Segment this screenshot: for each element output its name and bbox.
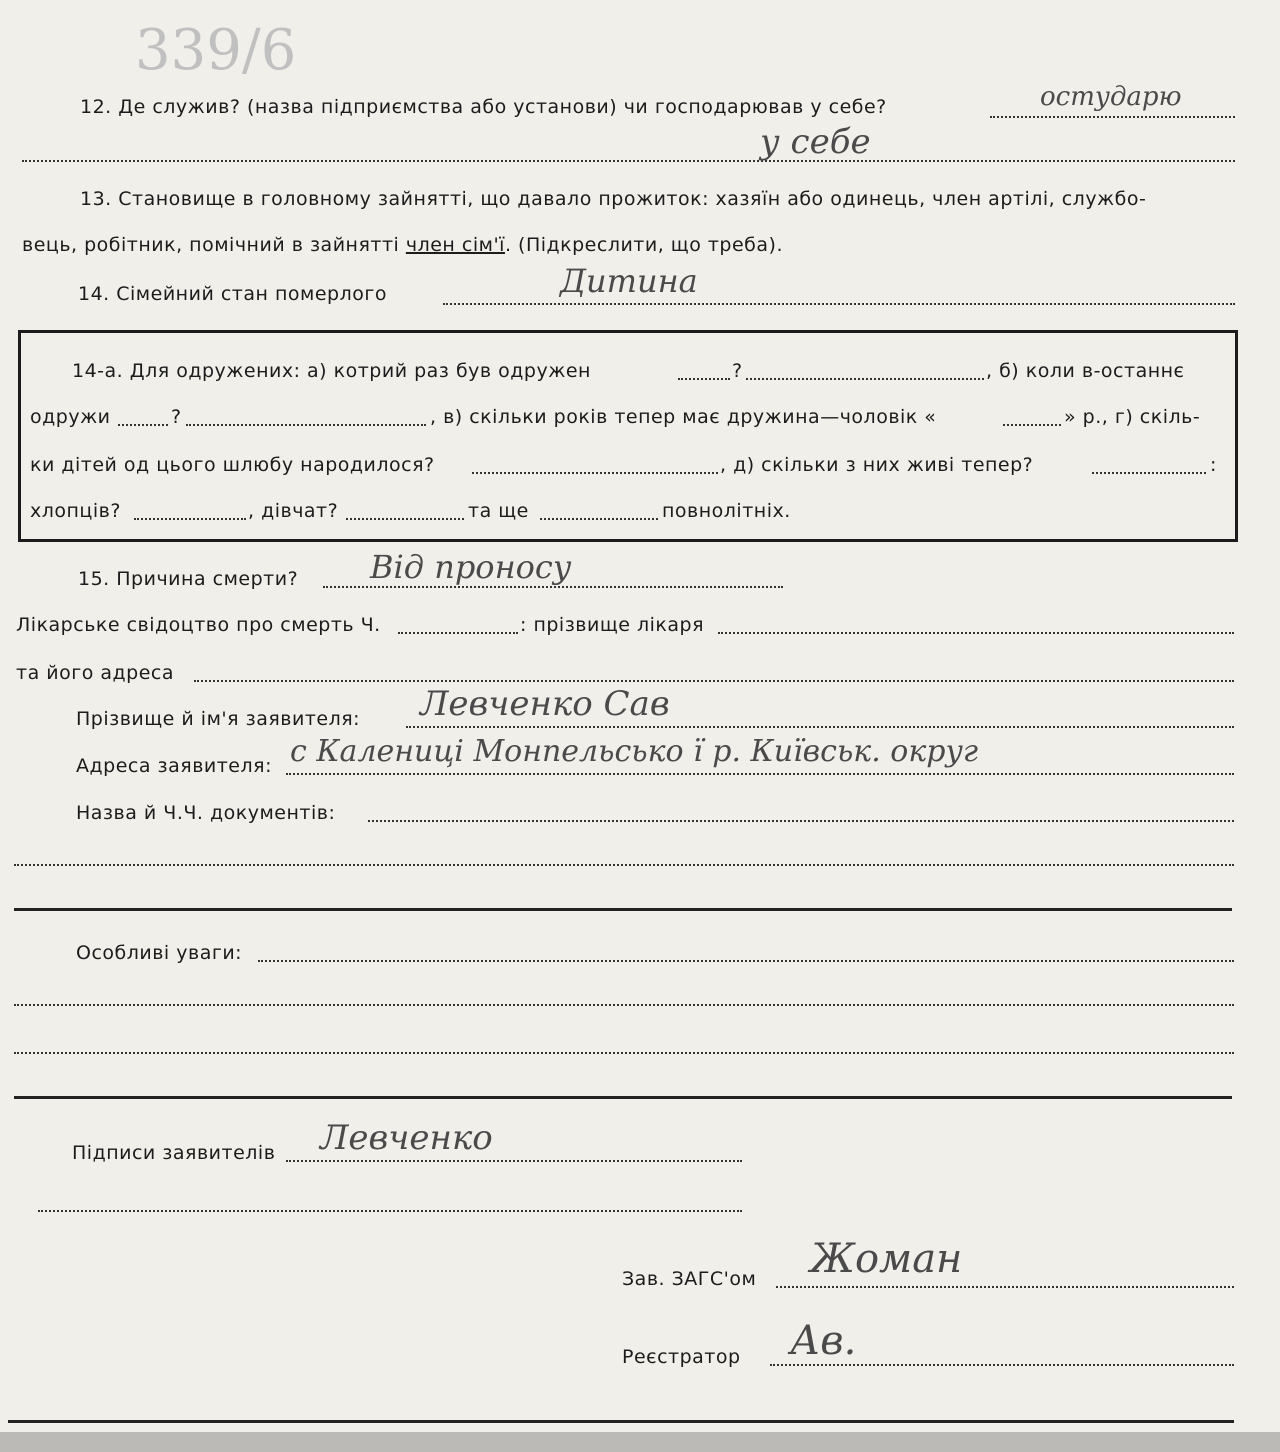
q14a-married-line-2	[186, 424, 426, 426]
notes-line-2	[14, 1004, 1234, 1006]
archive-number: 339/6	[135, 18, 297, 83]
documents-label: Назва й Ч.Ч. документів:	[76, 802, 336, 824]
q14a-a-line	[678, 378, 730, 380]
applicant-name-value: Левченко Сав	[420, 684, 670, 724]
q13-line-2-text-b: . (Підкреслити, що треба).	[504, 234, 783, 256]
q12-answer-line	[990, 116, 1235, 118]
zags-head-label: Зав. ЗАГС'ом	[622, 1268, 757, 1290]
documents-line-2	[14, 864, 1234, 866]
doctor-address-label: та його адреса	[16, 662, 174, 684]
q15-answer: Від проносу	[370, 548, 572, 586]
q14-answer-line	[443, 303, 1235, 305]
notes-line-1	[258, 960, 1234, 962]
q13-line-1: 13. Становище в головному зайнятті, що давало прожиток: хазяїн або одинець, член артілі, службо-	[80, 188, 1147, 210]
documents-line	[368, 820, 1234, 822]
q14a-d-label: , д) скільки з них живі тепер?	[720, 454, 1034, 476]
q14a-and-more-label: та ще	[468, 500, 529, 522]
notes-line-3	[14, 1052, 1234, 1054]
q14a-children-line	[472, 472, 718, 474]
section-divider-2	[14, 1096, 1232, 1099]
q15-answer-line	[323, 586, 783, 588]
section-divider-1	[14, 908, 1232, 911]
registrar-signature: Ав.	[790, 1318, 857, 1364]
doctor-label: : прізвище лікаря	[520, 614, 705, 636]
applicant-address-label: Адреса заявителя:	[76, 755, 272, 777]
certificate-line	[398, 632, 518, 634]
q13-underlined-choice: член сім'ї	[405, 234, 505, 256]
q12-label: 12. Де служив? (назва підприємства або установи) чи господарював у себе?	[80, 96, 887, 118]
applicant-address-value: с Калениці Монпельсько ї р. Київськ. округ	[290, 734, 979, 769]
q14a-d-line	[1092, 472, 1206, 474]
q14-label: 14. Сімейний стан померлого	[78, 283, 387, 305]
applicant-signatures-label: Підписи заявителів	[72, 1142, 276, 1164]
q14a-q1: ?	[732, 360, 743, 382]
applicant-address-line	[286, 773, 1234, 775]
q14a-c-label: , в) скільки років тепер має дружина—чоловік «	[430, 406, 937, 428]
q14a-a-line-2	[746, 378, 984, 380]
registrar-line	[770, 1364, 1234, 1366]
registrar-label: Реєстратор	[622, 1346, 741, 1368]
q14a-adults-label: повнолітніх.	[662, 500, 791, 522]
q14a-girls-label: , дівчат?	[248, 500, 339, 522]
q14-answer: Дитина	[560, 262, 698, 300]
applicant-name-label: Прізвище й ім'я заявителя:	[76, 708, 361, 730]
q14a-married-line	[118, 424, 168, 426]
q14a-colon: :	[1210, 454, 1217, 476]
q14a-q2: ?	[171, 406, 182, 428]
q14a-and-more-line	[540, 518, 658, 520]
q15-label: 15. Причина смерти?	[78, 568, 299, 590]
notes-label: Особливі уваги:	[76, 942, 243, 964]
q14a-children-label: ки дітей од цього шлюбу народилося?	[30, 454, 435, 476]
q14a-married-label: одружи	[30, 406, 111, 428]
page-bottom-edge	[0, 1432, 1280, 1452]
q14a-a-label: 14-а. Для одружених: а) котрий раз був одружен	[72, 360, 591, 382]
q14a-c-suffix: » р., г) скіль-	[1064, 406, 1201, 428]
q12-answer-1: остударю	[1040, 82, 1182, 112]
applicant-signature: Левченко	[320, 1118, 493, 1158]
page-bottom-rule	[8, 1420, 1234, 1423]
zags-head-line	[776, 1286, 1234, 1288]
q14a-boys-label: хлопців?	[30, 500, 121, 522]
q12-answer-2: у себе	[760, 122, 871, 162]
doctor-line	[718, 632, 1234, 634]
zags-head-signature: Жоман	[810, 1236, 963, 1282]
q14a-girls-line	[346, 518, 464, 520]
q14a-c-line	[1003, 424, 1061, 426]
doctor-address-line	[194, 680, 1234, 682]
q12-answer-line-2	[22, 160, 1235, 162]
applicant-name-line	[406, 726, 1234, 728]
applicant-signatures-line	[286, 1160, 742, 1162]
q13-line-2-text-a: вець, робітник, помічний в зайнятті	[22, 234, 406, 256]
q14a-b-label: , б) коли в-останнє	[986, 360, 1185, 382]
applicant-signatures-line-2	[38, 1210, 742, 1212]
q14a-boys-line	[134, 518, 246, 520]
certificate-label: Лікарське свідоцтво про смерть Ч.	[16, 614, 381, 636]
q13-line-2	[22, 234, 783, 256]
